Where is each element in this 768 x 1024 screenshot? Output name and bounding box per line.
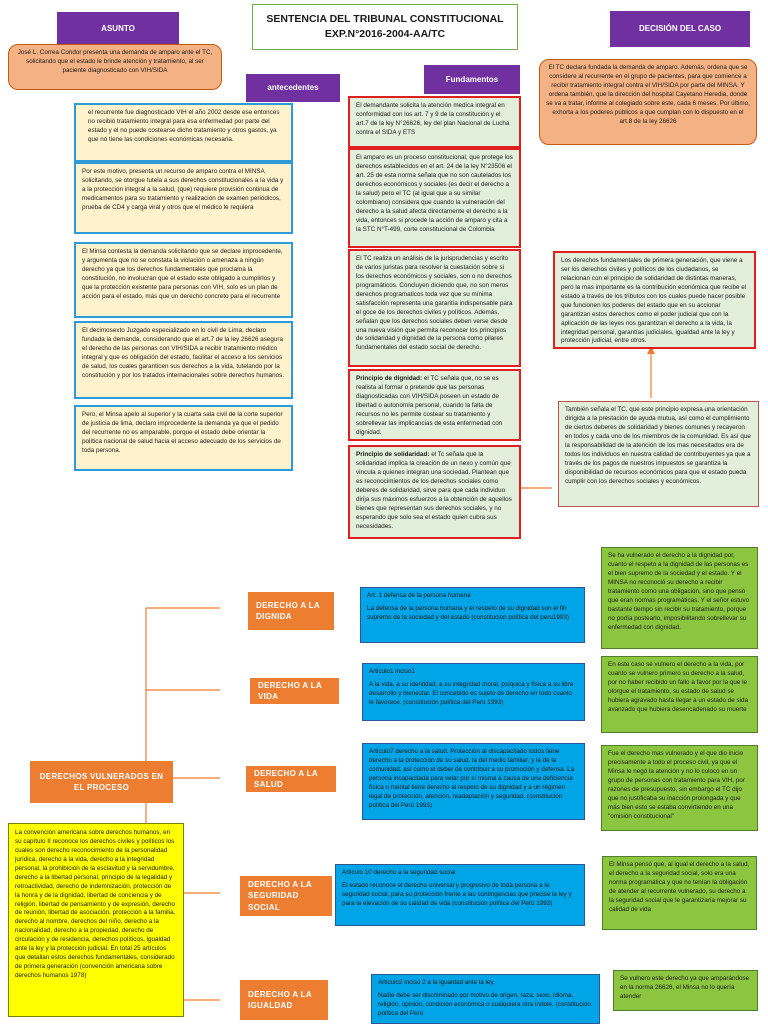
antecedente-3: El Minsa contesta la demanda solicitando que se declare improcedente, y argumenta que no se constata la violación o amenaza a ningún derecho ya que los derechos fundamentales que proclama la constitución, no involucran que el estado este obligado a cumplirlos y que la protección existente para personas con VIH, solo es un plan de acción para el estado, más que un derecho concreto para el recurrente bbox=[74, 242, 293, 318]
principio-solidaridad-text: el Tc señala que la solidaridad implica la creación de un nexo y común que vincula a quienes integran una sociedad. Plantean que es reconocimientos de los derechos sociales como deberes de solidaridad, sirve para que cada individuo dirija sus máximos esfuerzos a la obtención de aquellos bienes que representan sus derechos sociales, y no esperando que solo sea el estado quien cubra sus necesidades. bbox=[356, 451, 512, 530]
title-line-2: EXP.N°2016-2004-AA/TC bbox=[324, 28, 446, 40]
fundamento-2 bbox=[348, 148, 521, 248]
decision-label: DECISIÓN DEL CASO bbox=[610, 11, 750, 47]
principio-solidaridad-heading: Principio de solidaridad: bbox=[356, 451, 430, 458]
fundamento-1 bbox=[348, 96, 521, 148]
convencion-note: La convención americana sobre derechos humanos, en su capítulo II reconoce los derechos civiles y políticos los cuales son derecho reconocimiento de la personalidad jurídica, derecho a la vida, derecho a la integridad personal, la prohibición de la esclavitud y la servidumbre, derecho a la libertad personal, principio de la legalidad y retroactividad, derecho de indemnización, protección de la honra y de la dignidad, libertad de conciencia y de religión, libertad de pensamiento y de expresión, derecho de reunión, libertad de asociación, protección a la familia, derecho al nombre, derechos del niño, derecho a la nacionalidad, derecho a la propiedad, derecho de circulación y de residencia, derechos políticos, igualdad ante la ley y la protección judicial. En total 25 artículos que detallan estos derechos fundamentales, considerado de primera generación (convención americana sobre derechos humanos 1978) bbox=[8, 823, 184, 1017]
decision-text: El TC declara fundada la demanda de amparo. Además, ordena que se considere al recurrente en el grupo de pacientes, para que comience a recibir tratamiento integral contra el VIH/SIDA por parte del MINSA. Y ordena también, que la dirección del hospital Cayetano Heredia, donde se va a tratar, informe al colegiado sobre este, cada 6 meses. Por último, exhorta a los poderes públicos a que cumplan con lo dispuesto en el art.8 de la ley 26626 bbox=[539, 59, 757, 145]
asunto-label: ASUNTO bbox=[57, 12, 179, 46]
title-line-1: SENTENCIA DEL TRIBUNAL CONSTITUCIONAL bbox=[266, 12, 504, 25]
derecho-salud-node: DERECHO A LA SALUD bbox=[246, 766, 336, 792]
articulo-seguridad-title: Articulo 10 derecho a la seguridad social bbox=[342, 869, 456, 876]
fundamento-3 bbox=[348, 249, 521, 367]
derechos-vulnerados-node: DERECHOS VULNERADOS EN EL PROCESO bbox=[30, 761, 173, 803]
derecho-igualdad-node: DERECHO A LA IGUALDAD bbox=[240, 980, 328, 1020]
antecedente-4: El decimosexto Juzgado especializado en lo civil de Lima, declaro fundada la demanda, considerando que el art.7 de la ley 26626 asegura el derecho de las personas con VIH/SIDA a recibir tratamiento médico integral y que es obligación del estado, facilitar el acceso a los servicios de salud, los cuales garanticen sus derechos a la vida, tutelando por la constitución y por los tratados internacionales sobre derechos humanos. bbox=[74, 321, 293, 399]
articulo-salud-text: Articulo7 derecho a la salud. Protección al discapacitado todos tiene derecho a la protección de su salud, la del medio familiar, y la de la comunidad, así como el deber de contribuir a su promoción y defensa. La persona incapacitada para velar por sí misma a causa de una deficiencia física o mental tiene derecho al respeto de su dignidad y a un régimen legal de protección, atención, readaptación y seguridad. (constitución política del Perú 1993) bbox=[369, 748, 575, 809]
fundamento-2-text: El amparo es un proceso constitucional, que protege los derechos establecidos en el art. 24 de la ley N°23506 el art. 25 de esta norma señala que no son cautelados los derechos económicos y sociales (es decir el derecho a la salud) pero el TC (al igual que a su similar colombiano) considera que cuando la vulneración del derecho a la salud afecta directamente el derecho a la vida, entonces si procede la acción de amparo y cita a la STC N°T-499, corte constitucional de Colombia bbox=[356, 154, 513, 233]
fundamento-solidaridad bbox=[348, 445, 521, 539]
antecedente-5: Pero, el Minsa apelo al superior y la cuarta sala civil de la corte superior de justicia de lima, declaro improcedente la demanda ya que el pedido del recurrente no es amparable, porque el estado debe orientar la política nacional de salud hacia el acceso adecuado de los servicios de toda persona. bbox=[74, 405, 293, 471]
solidaridad-note: También señala el TC, que este principio expresa una orientación dirigida a la prestación de ayuda mutua, así como el cumplimiento de ciertos deberes de solidaridad y bienes comunes y recayeron en todos y cada uno de los miembros de la comunidad. Es así que la responsabilidad de la atención de los mas necesitados era de todos los individuos en nuestra calidad de contribuyentes ya que a través de los pagos de nuestros impuestos se garantiza la disponibilidad de recursos económicos para que el estado pueda cumplir con los derechos sociales y económicos. bbox=[558, 401, 759, 507]
articulo-salud bbox=[362, 743, 585, 820]
derecho-dignidad-node: DERECHO A LA DIGNIDA bbox=[248, 592, 334, 630]
fundamento-3-text: El TC realiza un análisis de la jurisprudencias y escrito de varios juristas para resolver la cuestación sobre si los derechos económicos y sociales, son o no derechos programáticos. Concluyen diciendo que, no son meros derechos programaticos toda vez que su mínima satisfacción representa una garantía indispensable para el goce de los derechos civiles y políticos. Además, señalan que los derechos sociales deben verse desde una nueva visión que permita reconocer los principios de solidaridad y dignidad de la persona como pilares fundamentales del estado social de derecho. bbox=[356, 255, 513, 352]
page-title bbox=[252, 4, 518, 50]
fundamentos-label: Fundamentos bbox=[424, 65, 520, 94]
articulo-igualdad-text: Nadie debe ser discriminado por motivo de origen, raza, sexo, idioma, religión, opinión, condición económica o cualquiera otra índole. (constitución política del Perú bbox=[378, 991, 591, 1017]
analisis-vida: En este caso se vulnero el derecho a la vida, por cuanto se vulnero primero su derecho a la salud, por no haber recibido un fallo a favor por la que le otorgue el tratamiento, su estado de salud se hubiera agravado hasta llegar a un estado de sida avanzado que hubiera desencadenado su muerte bbox=[601, 656, 758, 733]
articulo-igualdad-title: Articulo2 inciso 2 a la igualdad ante la ley. bbox=[378, 979, 495, 986]
articulo-seguridad-text: El estado reconoce el derecho universal y progresivo de toda persona a la seguridad social, para su protección frente a las contingencias que precise la ley y para la elevación de su calidad de vida (constitución política del Perú 1993) bbox=[342, 881, 572, 907]
fundamento-1-text: El demandante solicita la atención medica integral en conformidad con los art. 7 y 9 de la constitución y el art.7 de la ley N°26626, ley del plan Nacional de Lucha contra el SIDA y ETS bbox=[356, 102, 510, 136]
derecho-seguridad-node: DERECHO A LA SEGURIDAD SOCIAL bbox=[240, 876, 332, 916]
analisis-salud: Fue el derecho mas vulnerado y el que dio inicio precisamente a todo el proceso civil, ya que el Minsa le negó la atención y no lo coloco en un grupo de personas con tratamiento para VIH, por razones de presupuesto, sin embargo el TC dijo que no justificaba su inacción prolongada y que más bien esto se estaba convirtiendo en una "omisión constitucional" bbox=[601, 745, 758, 831]
articulo-dignidad-text: La defensa de la persona humana y el respeto de su dignidad son el fin supremo de la sociedad y del estado (constitución política del peru1993) bbox=[367, 604, 569, 621]
articulo-vida bbox=[362, 663, 585, 721]
derecho-vida-node: DERECHO A LA VIDA bbox=[250, 678, 339, 704]
articulo-igualdad bbox=[371, 974, 600, 1024]
primera-generacion-note: Los derechos fundamentales de primera generación, que viene a ser los derechos civiles y políticos de los ciudadanos, se relacionan con el principio de solidaridad de distintas maneras, pero la mas importante es la contribución económica que recibe el estado a través de los tributos con los cuales puede hacer posible que funcionen los poderes del estado que en su accionar garantizan estos derechos como el poder judicial que con la aplicación de las leyes nos garantizan el derecho a la vida, la integridad personal, garantías judiciales, igualdad ante la ley y protección judicial, entre otros. bbox=[553, 251, 756, 349]
antecedentes-label: antecedentes bbox=[246, 74, 340, 102]
fundamento-dignidad bbox=[348, 369, 521, 441]
analisis-seguridad: El Minsa pensó que, al igual el derecho a la salud, el derecho a la seguridad social, solo era una norma programática y que no tenían la obligación de atender al recurrente vulnerado, su derecho a la seguridad social que le garantizaría mejorar su calidad de vida bbox=[602, 856, 757, 930]
analisis-dignidad: Se ha vulnerado el derecho a la dignidad por, cuanto el respeto a la dignidad de las personas es el bien supremo de la sociedad y el estado. Y el MINSA no reconoció su derecho a recibir tratamiento como una obligación, sino que pensó que eran normas programáticas. Y el señor estuvo bastante tiempo sin recibir su tratamiento, porque no podía postearlo, imposibilitando sobrellevar su enfermedad con dignidad. bbox=[601, 547, 758, 649]
articulo-vida-title: Articulo1 inciso1 bbox=[369, 668, 415, 675]
principio-dignidad-text: el TC señala que, no se es realista al formar o pretende que las personas diagnosticadas con VIH/SIDA poseen un estado de libertad o autonomía personal, cuando la falta de recursos no les permite costear su tratamiento y sobrellevar las implicancias de esta enfermedad con dignidad. bbox=[356, 375, 503, 436]
articulo-dignidad bbox=[360, 587, 585, 643]
analisis-igualdad: Se vulnero este derecho ya que amparándose en la norma 26626, el Minsa no lo quería atender bbox=[613, 970, 758, 1011]
antecedente-1: el recurrente fue diagnosticado VIH el año 2002 desde ese entonces no recibió tratamiento integral para esa enfermedad por parte del estado y el no puede costearse dicho tratamiento y otros gastos, ya que no tiene las condiciones económicas necesaria. bbox=[74, 103, 293, 162]
antecedente-2: Por este motivo, presenta un recurso de amparo contra el MINSA solicitando, se otorgue tutela a sus derechos constitucionales a la vida y a la protección integral a la salud, (que) requiere provisión continua de medicamentos para su tratamiento y realización de examen periódicos, prueba de CD4 y carga viral y otros que el médico le requiera bbox=[74, 162, 293, 234]
asunto-text: José L. Correa Condor presenta una demanda de amparo ante el TC, solicitando que el estado le brinde atención y tratamiento, al ser paciente diagnosticado con VIH/SIDA bbox=[8, 44, 222, 90]
articulo-dignidad-title: Art. 1 defensa de la persona humana bbox=[367, 592, 471, 599]
articulo-vida-text: A la vida, a su identidad, a su integridad moral, psíquica y física a su libre desarrollo y bienestar. El concebido es sujeto de derecho en todo cuanto le favorece. (constitución política del Perú 1993) bbox=[369, 680, 574, 706]
articulo-seguridad bbox=[335, 864, 585, 926]
principio-dignidad-heading: Principio de dignidad: bbox=[356, 375, 423, 382]
